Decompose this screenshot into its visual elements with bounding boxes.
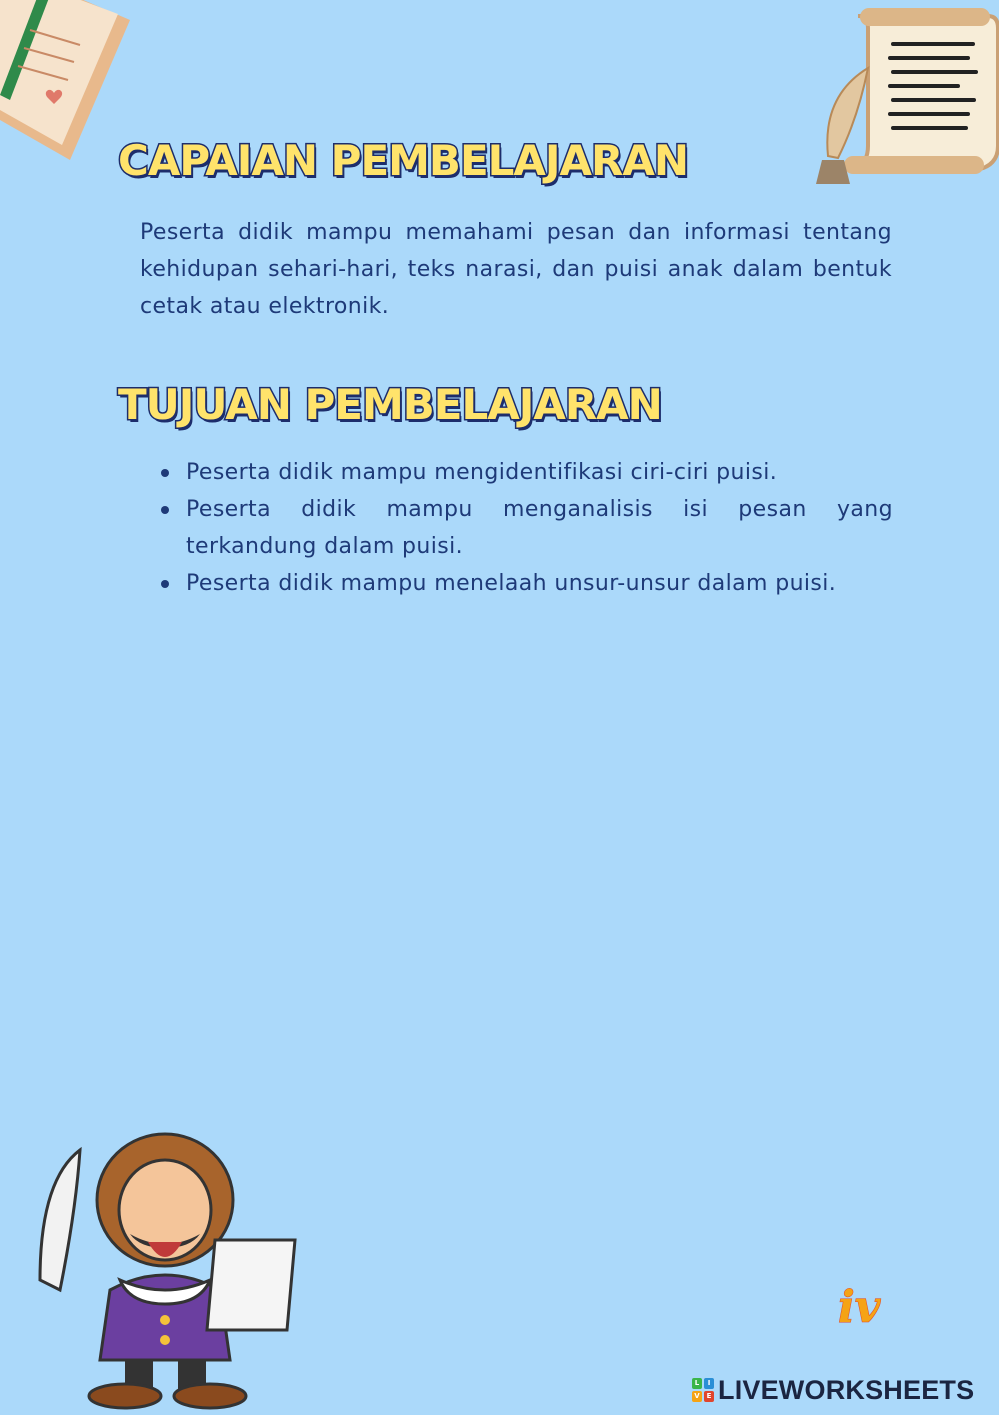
scroll-quill-icon (808, 6, 999, 192)
capaian-heading: CAPAIAN PEMBELAJARAN (118, 136, 689, 185)
capaian-text: Peserta didik mampu memahami pesan dan informasi tentang kehidupan sehari-hari, teks narasi, dan puisi anak dalam bentuk cetak atau elektronik. (140, 220, 892, 319)
tujuan-heading: TUJUAN PEMBELAJARAN (118, 380, 662, 429)
liveworksheets-logo (692, 1374, 974, 1406)
brand-text: LIVEWORKSHEETS (718, 1374, 975, 1405)
iv-logo: iv (838, 1282, 881, 1333)
open-book-icon (0, 0, 132, 160)
list-item: Peserta didik mampu menelaah unsur-unsur dalam puisi. (186, 565, 893, 602)
poet-character-icon (30, 1130, 310, 1410)
list-item: Peserta didik mampu mengidentifikasi ciri-ciri puisi. (186, 454, 893, 491)
list-item: Peserta didik mampu menganalisis isi pesan yang terkandung dalam puisi. (186, 491, 893, 565)
tujuan-list (186, 454, 893, 602)
brand-grid-icon: L I V E (692, 1378, 714, 1402)
